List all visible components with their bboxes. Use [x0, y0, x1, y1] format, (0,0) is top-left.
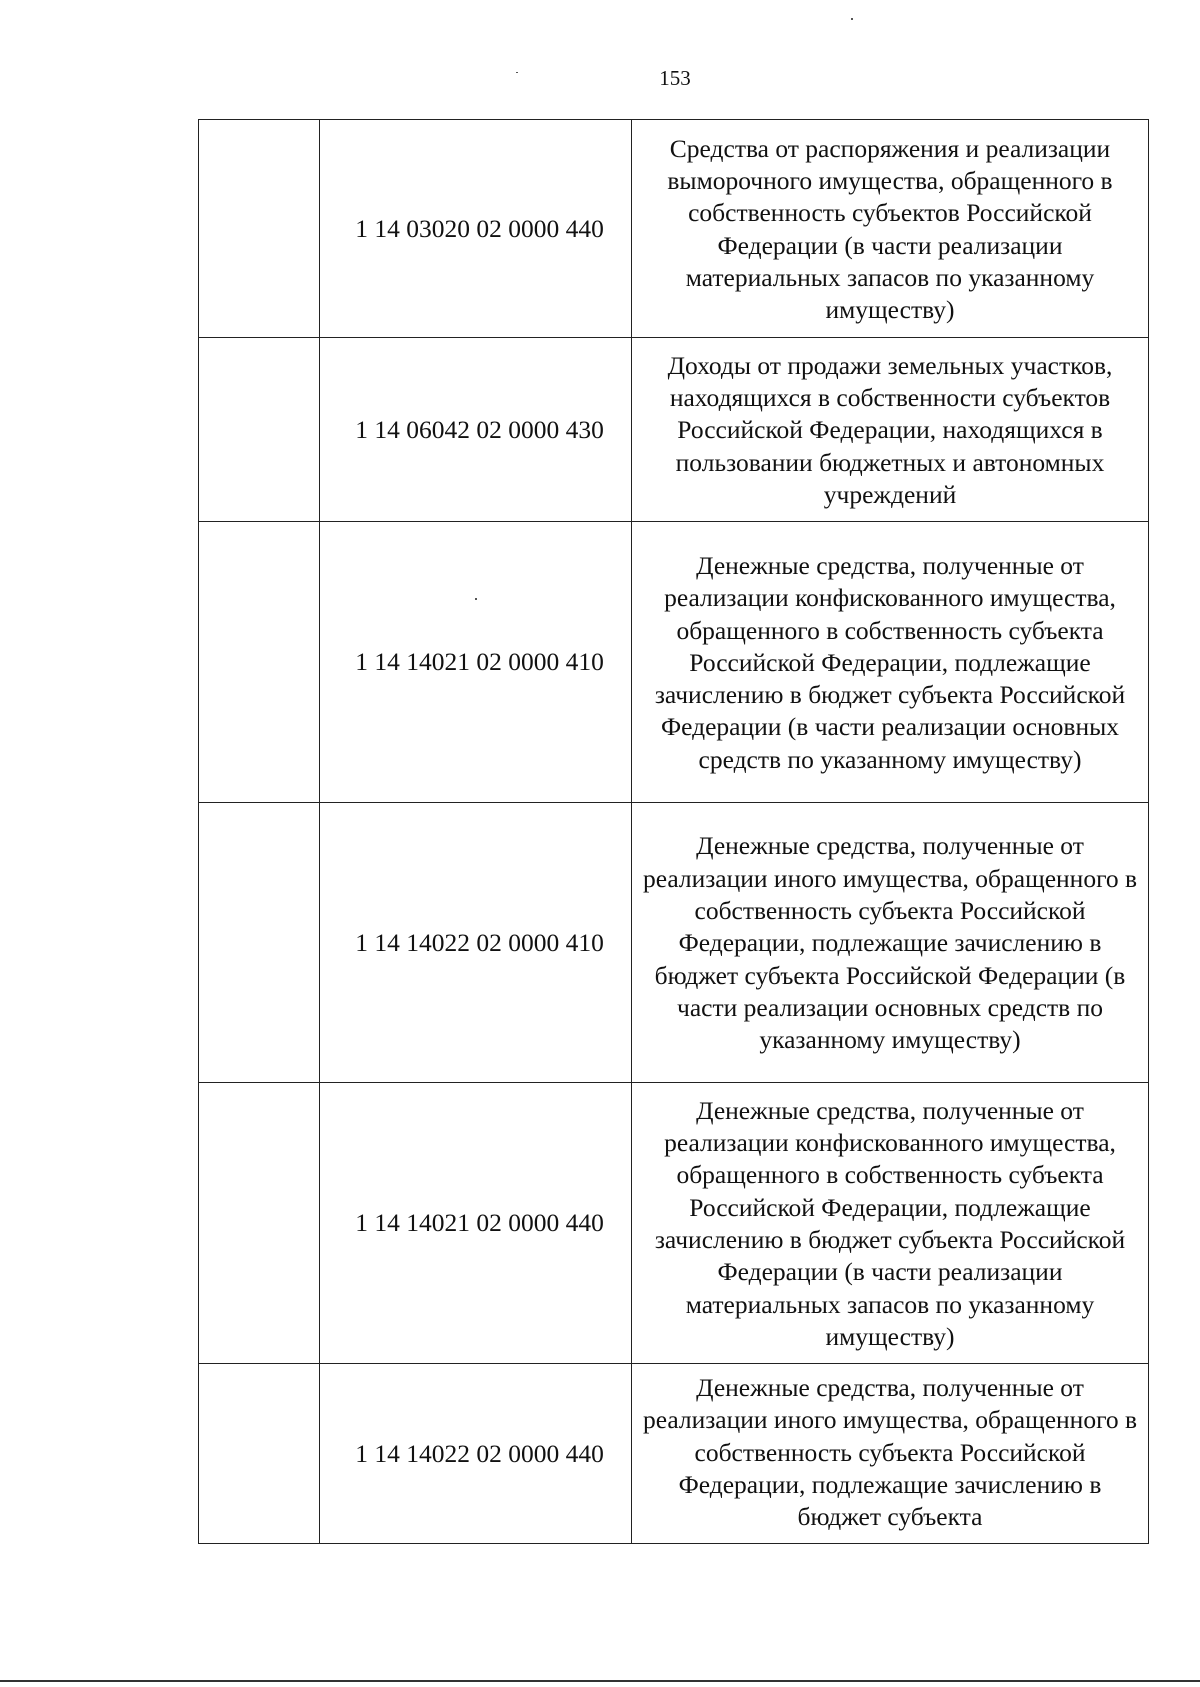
- budget-code-cell: 1 14 06042 02 0000 430: [320, 338, 632, 522]
- budget-codes-table: [198, 119, 1149, 1544]
- budget-code-cell: 1 14 14021 02 0000 410: [320, 522, 632, 803]
- admin-code-cell: [199, 522, 320, 803]
- table-row: [199, 1364, 1149, 1544]
- budget-code-cell: 1 14 14022 02 0000 410: [320, 803, 632, 1083]
- table-row: [199, 522, 1149, 803]
- budget-code-cell: 1 14 03020 02 0000 440: [320, 120, 632, 338]
- admin-code-cell: [199, 120, 320, 338]
- budget-code-cell: 1 14 14021 02 0000 440: [320, 1083, 632, 1364]
- admin-code-cell: [199, 1083, 320, 1364]
- budget-code-cell: 1 14 14022 02 0000 440: [320, 1364, 632, 1544]
- page-number: 153: [659, 66, 691, 90]
- table-row: [199, 120, 1149, 338]
- description-cell: Денежные средства, полученные от реализации конфискованного имущества, обращенного в собственность субъекта Российской Федерации, подлежащие зачислению в бюджет субъекта Российской Федерации (в части реализации основных средств по указанному имуществу): [632, 522, 1149, 803]
- table-row: [199, 803, 1149, 1083]
- table-row: [199, 338, 1149, 522]
- description-cell: Денежные средства, полученные от реализации иного имущества, обращенного в собственность субъекта Российской Федерации, подлежащие зачислению в бюджет субъекта Российской Федерации (в части реализации основных средств по указанному имуществу): [632, 803, 1149, 1083]
- scan-speck: [851, 18, 853, 20]
- page-bottom-rule: [0, 1680, 1200, 1682]
- table-row: [199, 1083, 1149, 1364]
- admin-code-cell: [199, 803, 320, 1083]
- description-cell: Средства от распоряжения и реализации выморочного имущества, обращенного в собственность субъектов Российской Федерации (в части реализации материальных запасов по указанному имуществу): [632, 120, 1149, 338]
- admin-code-cell: [199, 1364, 320, 1544]
- description-cell: Денежные средства, полученные от реализации конфискованного имущества, обращенного в собственность субъекта Российской Федерации, подлежащие зачислению в бюджет субъекта Российской Федерации (в части реализации материальных запасов по указанному имуществу): [632, 1083, 1149, 1364]
- description-cell: Денежные средства, полученные от реализации иного имущества, обращенного в собственность субъекта Российской Федерации, подлежащие зачислению в бюджет субъекта: [632, 1364, 1149, 1544]
- admin-code-cell: [199, 338, 320, 522]
- description-cell: Доходы от продажи земельных участков, находящихся в собственности субъектов Российской Федерации, находящихся в пользовании бюджетных и автономных учреждений: [632, 338, 1149, 522]
